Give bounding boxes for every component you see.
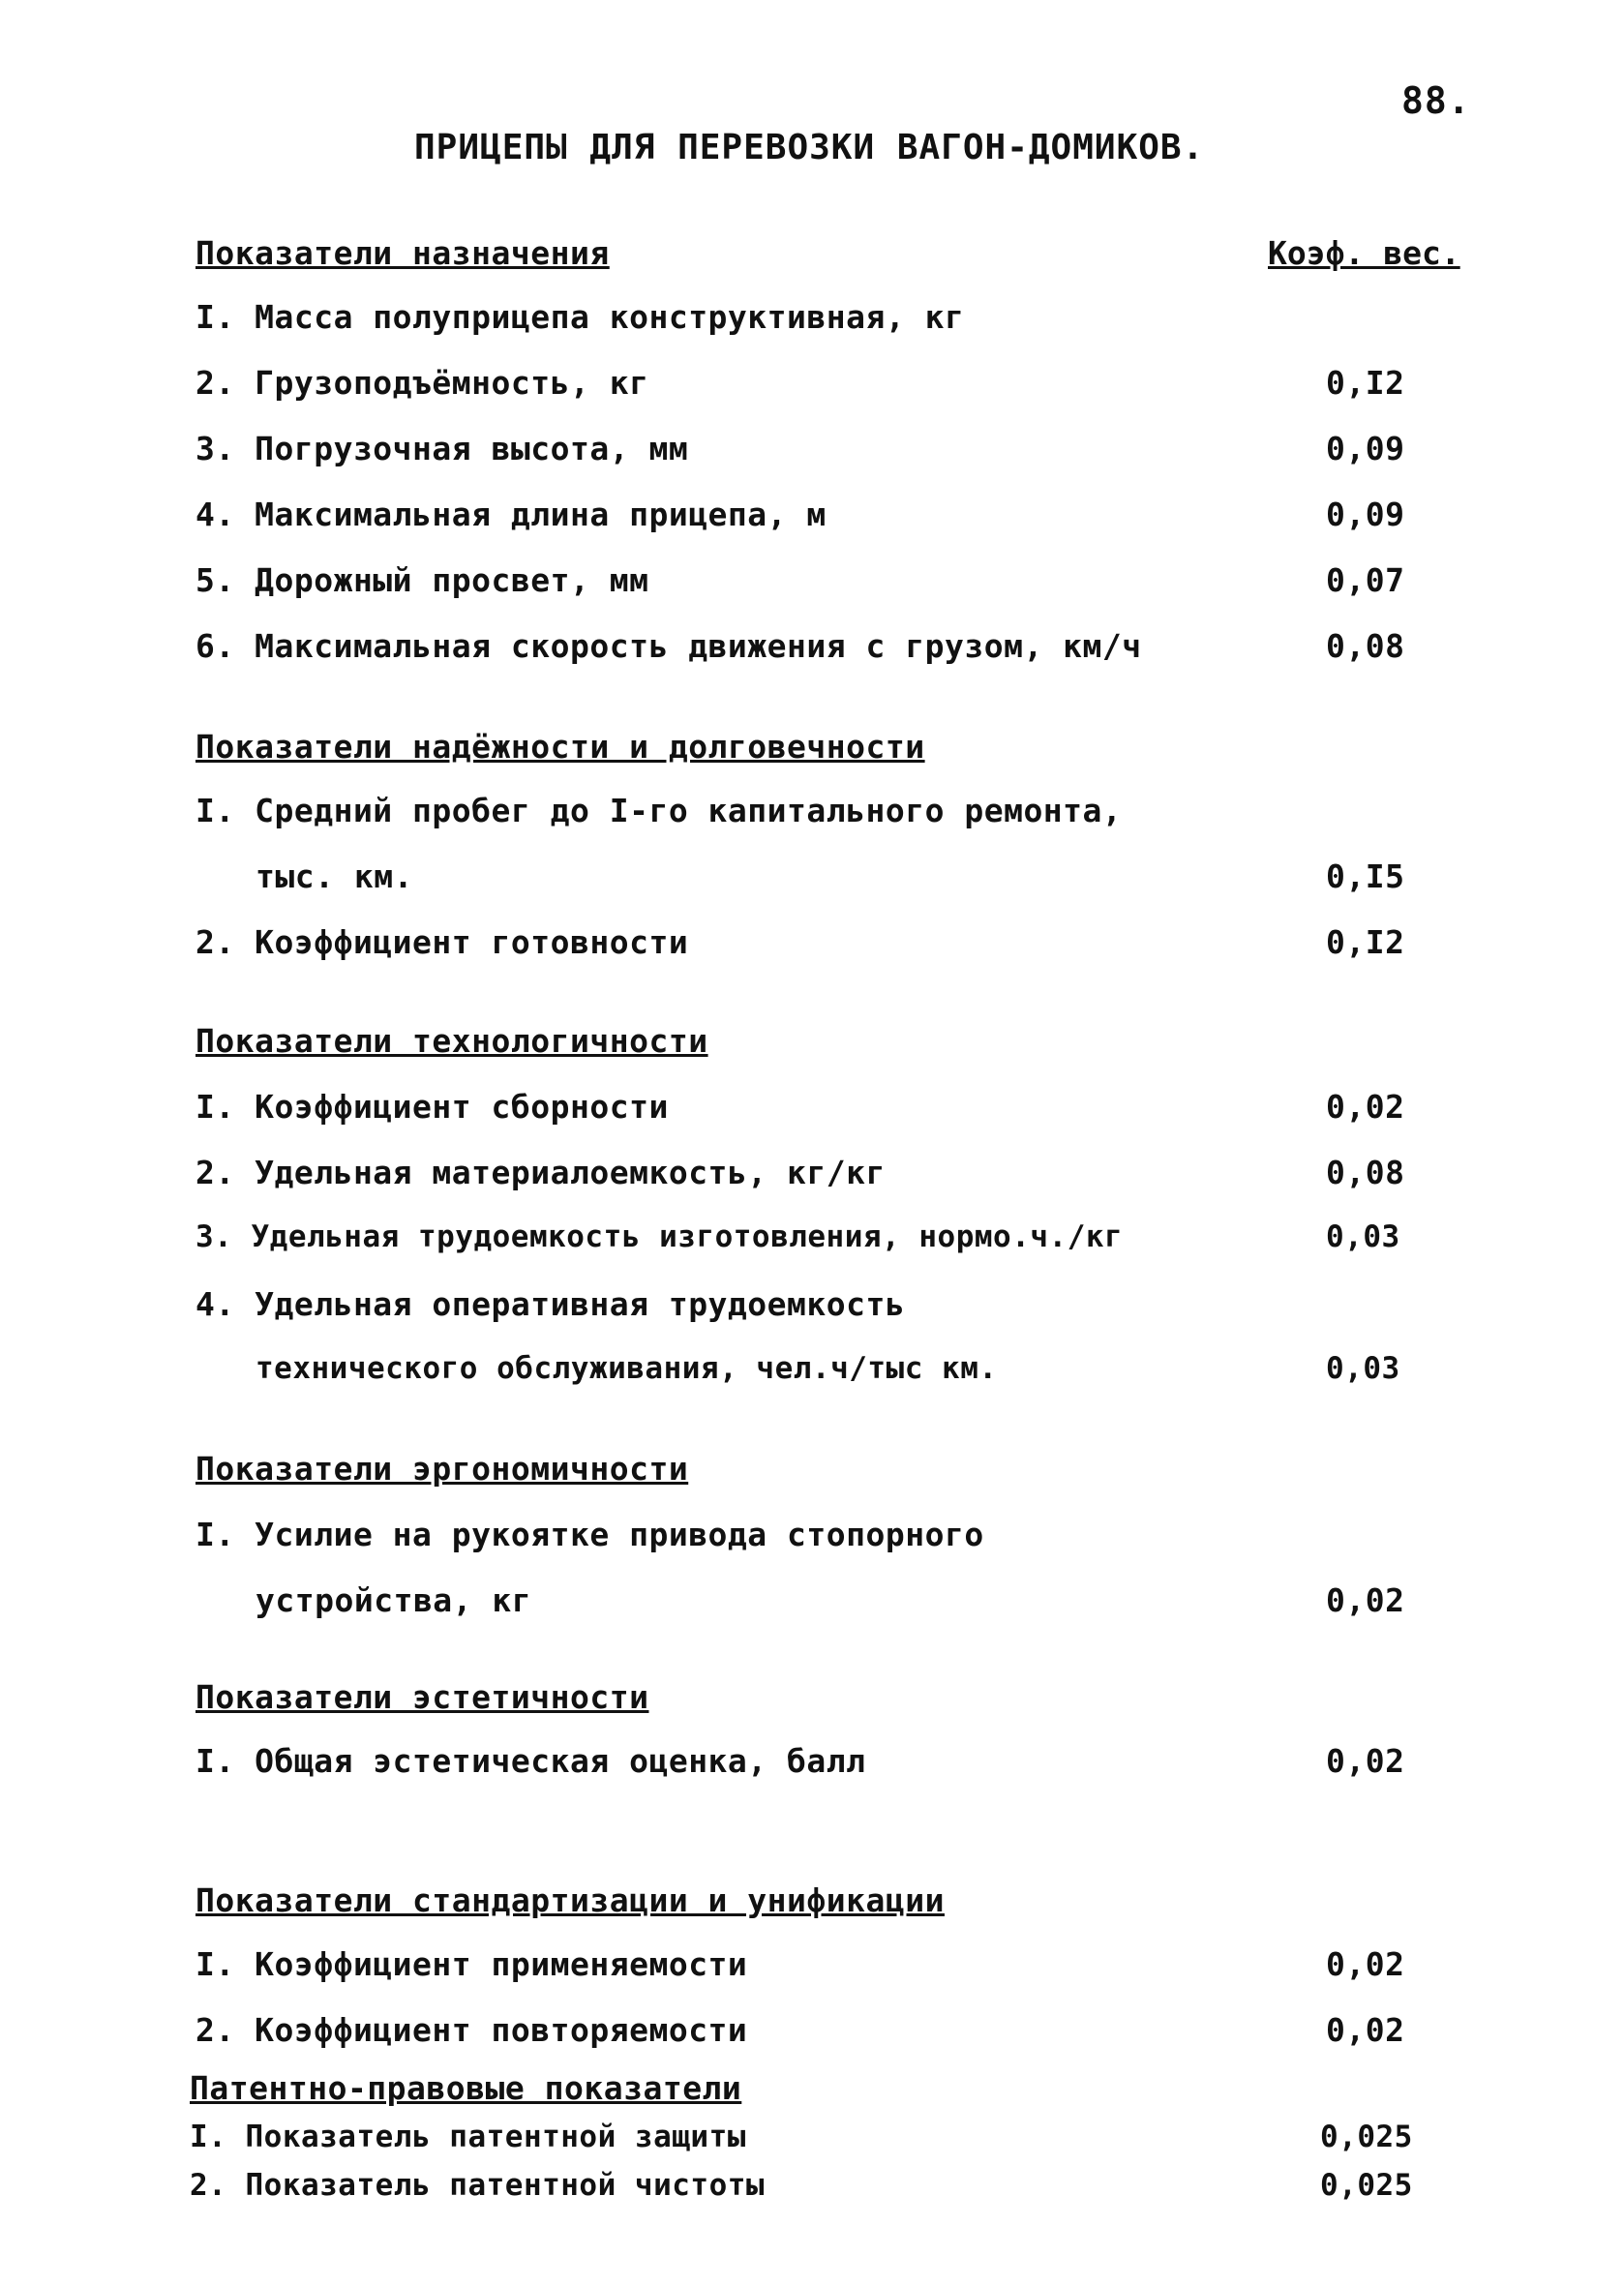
list-item [190, 2168, 1448, 2211]
section-heading-purpose: Показатели назначения [195, 234, 610, 272]
item-coefficient: 0,02 [1326, 1088, 1405, 1126]
item-label: 2. Удельная материалоемкость, кг/кг [195, 1154, 886, 1191]
item-label: I. Коэффициент применяемости [195, 1945, 748, 1983]
item-coefficient: 0,025 [1320, 2120, 1413, 2154]
item-label: 2. Коэффициент готовности [195, 923, 689, 961]
item-coefficient: 0,03 [1326, 1351, 1400, 1386]
item-coefficient: 0,07 [1326, 561, 1405, 599]
item-coefficient: 0,08 [1326, 1154, 1405, 1191]
list-item [190, 2120, 1448, 2162]
list-item [195, 298, 1454, 341]
list-item [195, 1351, 1454, 1394]
list-item [195, 1219, 1454, 1262]
item-coefficient: 0,08 [1326, 627, 1405, 665]
item-coefficient: 0,09 [1326, 430, 1405, 467]
list-item [195, 857, 1454, 900]
list-item [195, 1516, 1454, 1558]
section-heading-manufacturability: Показатели технологичности [195, 1022, 708, 1060]
list-item [195, 1581, 1454, 1624]
item-coefficient: 0,I2 [1326, 923, 1405, 961]
item-coefficient: 0,02 [1326, 1581, 1405, 1619]
item-label: 3. Погрузочная высота, мм [195, 430, 689, 467]
list-item [195, 496, 1454, 538]
list-item [195, 430, 1454, 472]
section-heading-standardization: Показатели стандартизации и унификации [195, 1881, 945, 1919]
item-coefficient: 0,I5 [1326, 857, 1405, 895]
section-heading-reliability: Показатели надёжности и долговечности [195, 728, 925, 766]
item-label: 4. Максимальная длина прицепа, м [195, 496, 827, 533]
item-label: устройства, кг [256, 1581, 532, 1619]
coefficient-column-header: Коэф. вес. [1268, 234, 1460, 272]
section-heading-patent: Патентно-правовые показатели [190, 2069, 742, 2107]
item-coefficient: 0,I2 [1326, 364, 1405, 402]
item-coefficient: 0,09 [1326, 496, 1405, 533]
list-item [195, 1285, 1454, 1328]
list-item [195, 792, 1454, 834]
item-label: 2. Грузоподъёмность, кг [195, 364, 649, 402]
list-item [195, 364, 1454, 406]
item-coefficient: 0,025 [1320, 2168, 1413, 2203]
item-label: технического обслуживания, чел.ч/тыс км. [256, 1351, 998, 1386]
list-item [195, 1088, 1454, 1130]
item-label: 5. Дорожный просвет, мм [195, 561, 649, 599]
section-heading-ergonomics: Показатели эргономичности [195, 1450, 689, 1488]
item-label: I. Коэффициент сборности [195, 1088, 669, 1126]
list-item [195, 923, 1454, 966]
page-title: ПРИЦЕПЫ ДЛЯ ПЕРЕВОЗКИ ВАГОН-ДОМИКОВ. [414, 128, 1205, 167]
item-coefficient: 0,02 [1326, 1945, 1405, 1983]
item-label: 6. Максимальная скорость движения с грузом, км/ч [195, 627, 1142, 665]
list-item [195, 1742, 1454, 1785]
item-label: 2. Коэффициент повторяемости [195, 2011, 748, 2049]
list-item [195, 561, 1454, 604]
item-coefficient: 0,02 [1326, 1742, 1405, 1780]
item-label: 4. Удельная оперативная трудоемкость [195, 1285, 906, 1323]
item-label: I. Общая эстетическая оценка, балл [195, 1742, 866, 1780]
item-coefficient: 0,02 [1326, 2011, 1405, 2049]
item-coefficient: 0,03 [1326, 1219, 1400, 1254]
item-label: тыс. км. [256, 857, 413, 895]
list-item [195, 1945, 1454, 1988]
item-label: 2. Показатель патентной чистоты [190, 2168, 766, 2203]
list-item [195, 1154, 1454, 1196]
item-label: 3. Удельная трудоемкость изготовления, нормо.ч./кг [195, 1219, 1124, 1254]
item-label: I. Средний пробег до I-го капитального ремонта, [195, 792, 1123, 829]
section-heading-aesthetics: Показатели эстетичности [195, 1678, 649, 1716]
item-label: I. Масса полуприцепа конструктивная, кг [195, 298, 965, 336]
page-number: 88. [1401, 79, 1471, 122]
item-label: I. Усилие на рукоятке привода стопорного [195, 1516, 984, 1553]
item-label: I. Показатель патентной защиты [190, 2120, 746, 2154]
list-item [195, 2011, 1454, 2054]
list-item [195, 627, 1454, 670]
